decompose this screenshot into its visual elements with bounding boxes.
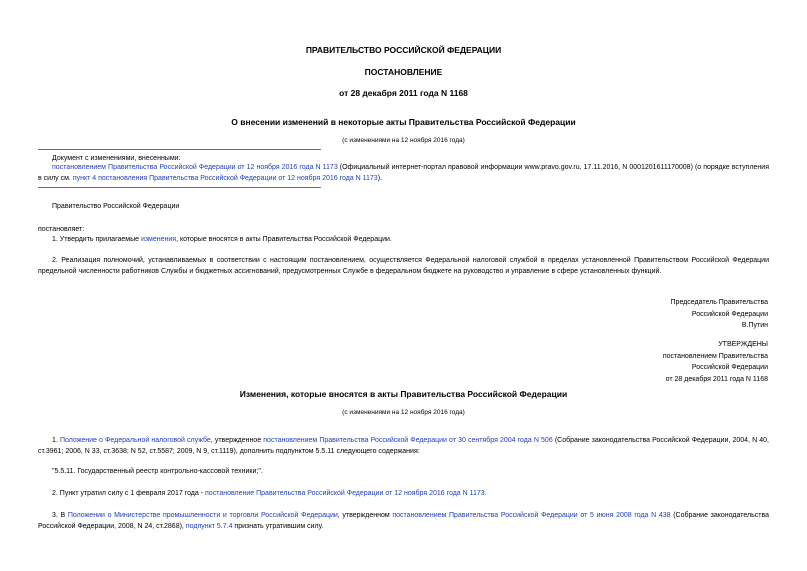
item-1-number: 1. bbox=[52, 437, 60, 444]
minpromtorg-regulation-link[interactable]: Положении о Министерстве промышленности и торговли Российской Федерации bbox=[67, 512, 338, 519]
fns-regulation-link[interactable]: Положение о Федеральной налоговой службе bbox=[59, 437, 211, 444]
item-3-text-a: 3. В bbox=[52, 512, 68, 519]
government-heading: ПРАВИТЕЛЬСТВО РОССИЙСКОЙ ФЕДЕРАЦИИ bbox=[305, 45, 502, 55]
amended-note: (с изменениями на 12 ноября 2016 года) bbox=[342, 137, 465, 144]
amending-act-source: (Официальный интернет-портал правовой информации www.pravo.gov.ru, 17.11.2016, N 0001201611170008) (о порядке вступления в силу см. bbox=[38, 164, 769, 182]
changes-note: (с изменениями на 12 ноября 2016 года) bbox=[342, 409, 465, 416]
resolution-438-link[interactable]: постановлением Правительства Российской Федерации от 5 июня 2008 года N 438 bbox=[392, 512, 671, 519]
item-3 bbox=[38, 511, 769, 532]
signature-position: Председатель Правительства bbox=[670, 299, 768, 306]
item-3-text-b: , утвержденном bbox=[337, 512, 393, 519]
paragraph-1-tail: , которые вносятся в акты Правительства Российской Федерации. bbox=[176, 236, 392, 243]
government-rf: Правительство Российской Федерации bbox=[52, 203, 180, 210]
changes-intro: Документ с изменениями, внесенными: bbox=[52, 155, 181, 162]
paragraph-1-lead: 1. Утвердить прилагаемые bbox=[52, 236, 141, 243]
item-1-text-a: , утвержденное bbox=[210, 437, 264, 444]
signature-name: В.Путин bbox=[741, 322, 768, 329]
approved-label: УТВЕРЖДЕНЫ bbox=[718, 341, 768, 348]
changes-closing: ). bbox=[377, 174, 382, 182]
top-divider bbox=[38, 149, 321, 150]
approved-country: Российской Федерации bbox=[691, 364, 768, 371]
approved-date: от 28 декабря 2011 года N 1168 bbox=[665, 375, 768, 383]
changes-title: Изменения, которые вносятся в акты Правительства Российской Федерации bbox=[239, 389, 568, 399]
resolves-text: постановляет: bbox=[38, 226, 85, 233]
item-1-text-b: (Собрание законодательства Российской Федерации, 2004, N 40, ст.3961; 2006, N 33, ст.3638; N 52, ст.5587; 2009, N 9, ст.1119), дополнить подпунктом 5.5.11 следующего содержания: bbox=[38, 437, 769, 455]
changes-list bbox=[38, 163, 769, 184]
amendments-link[interactable]: изменения bbox=[140, 236, 177, 243]
item-2 bbox=[52, 490, 487, 497]
item-1-quote: "5.5.11. Государственный реестр контрольно-кассовой техники;". bbox=[52, 468, 263, 475]
amending-act-link[interactable]: постановлением Правительства Российской Федерации от 12 ноября 2016 года N 1173 bbox=[52, 164, 338, 171]
approved-by: постановлением Правительства bbox=[662, 352, 768, 360]
item-3-text-c: (Собрание законодательства Российской Федерации, 2008, N 24, ст.2868), bbox=[38, 512, 769, 530]
approval-block bbox=[560, 339, 768, 385]
document-title: О внесении изменений в некоторые акты Правительства Российской Федерации bbox=[231, 117, 576, 127]
resolution-506-link[interactable]: постановлением Правительства Российской Федерации от 30 сентября 2004 года N 506 bbox=[263, 437, 553, 444]
entry-into-force-link[interactable]: пункт 4 постановления Правительства Российской Федерации от 12 ноября 2016 года N 1173 bbox=[72, 174, 378, 182]
paragraph-1 bbox=[52, 236, 392, 243]
item-2-text-a: 2. Пункт утратил силу с 1 февраля 2017 года - bbox=[52, 490, 206, 497]
signature-block bbox=[560, 297, 768, 332]
subparagraph-574-link[interactable]: подпункт 5.7.4 bbox=[185, 522, 233, 530]
signature-country: Российской Федерации bbox=[691, 310, 768, 318]
bottom-divider bbox=[38, 187, 321, 188]
paragraph-2: 2. Реализация полномочий, устанавливаемых в соответствии с настоящим постановлением, осуществляется Федеральной налоговой службой в пределах установленной Правительством Российской Федерации предельной численности работников Службы и бюджетных ассигнований, предусмотренных Службе в федеральном бюджете на руководство и управление в сфере установленных функций. bbox=[38, 257, 769, 275]
item-2-text-b: . bbox=[484, 490, 487, 497]
document-date-number: от 28 декабря 2011 года N 1168 bbox=[339, 88, 468, 98]
item-3-text-d: признать утратившим силу. bbox=[232, 522, 324, 530]
resolution-1173-link[interactable]: постановление Правительства Российской Федерации от 12 ноября 2016 года N 1173 bbox=[205, 490, 485, 497]
document-type: ПОСТАНОВЛЕНИЕ bbox=[364, 67, 443, 77]
item-1 bbox=[38, 436, 769, 457]
